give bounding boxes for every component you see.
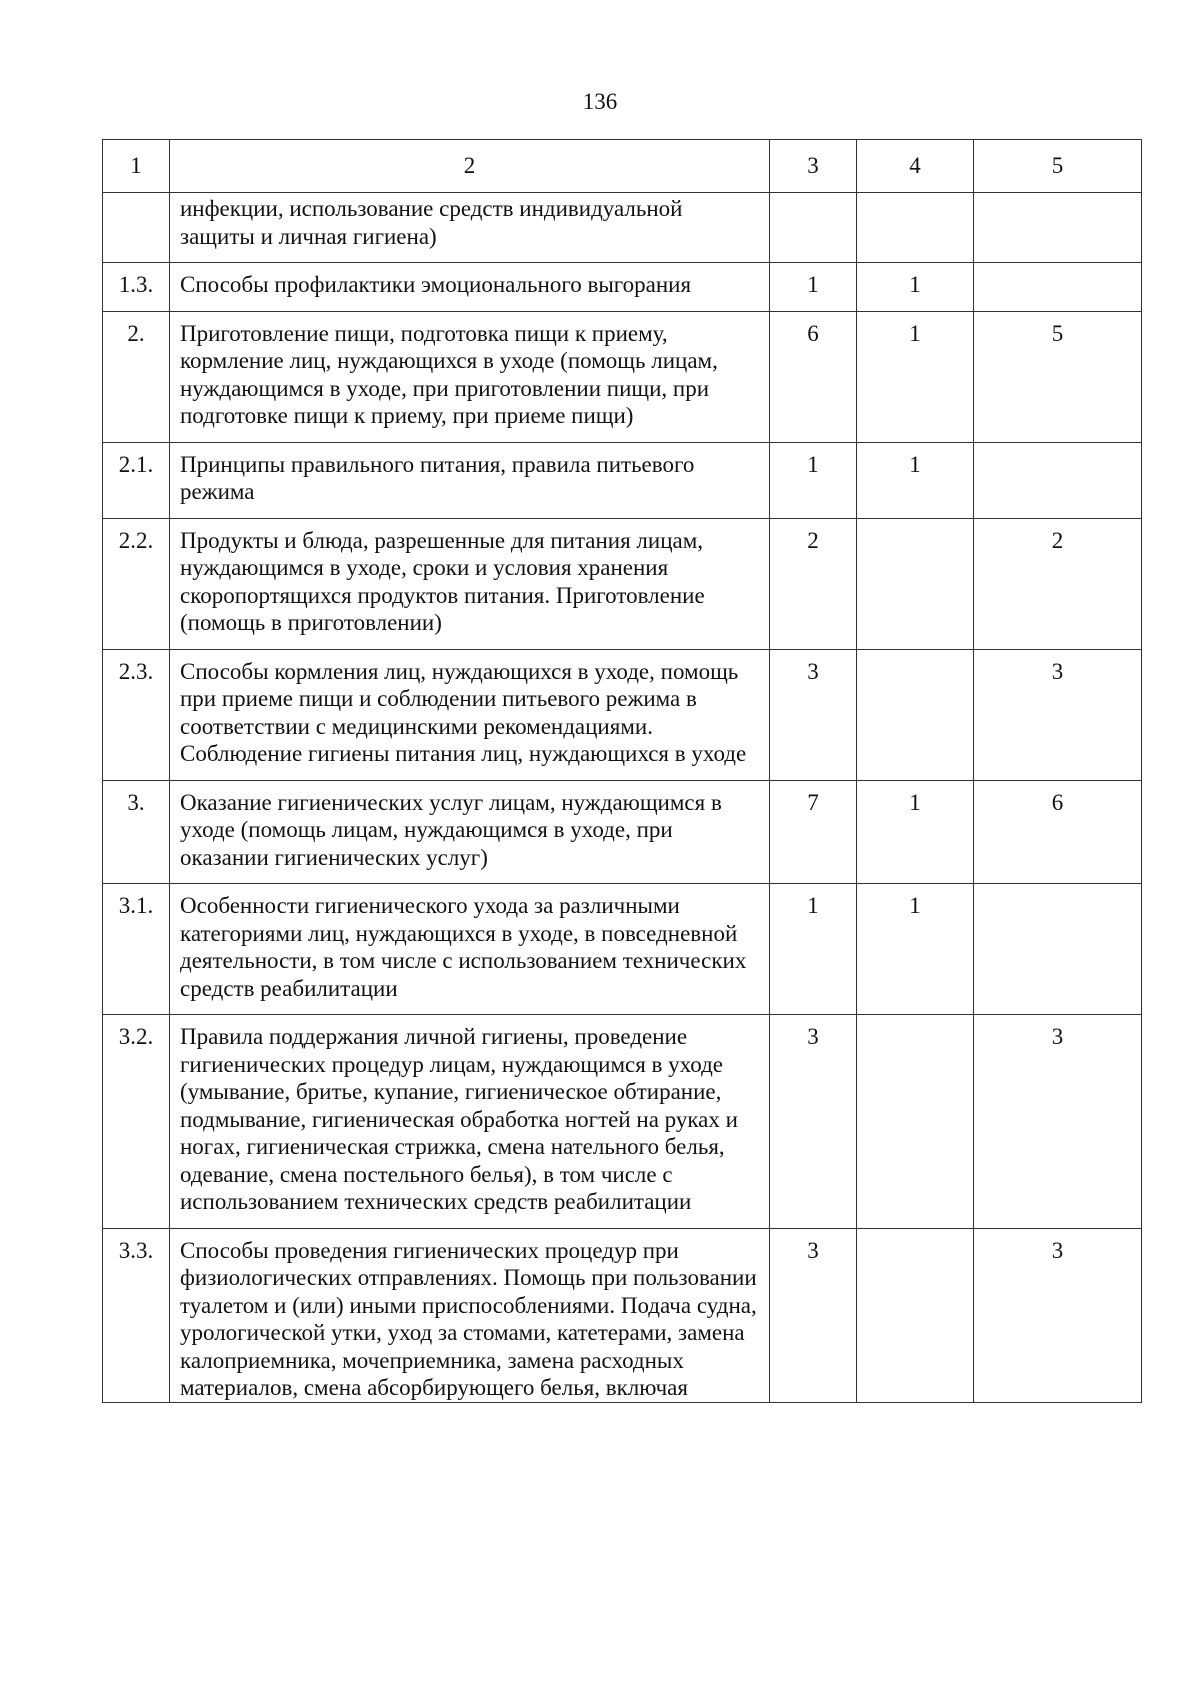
row-total-hours: 7 <box>770 780 857 884</box>
row-practice-hours <box>974 263 1142 312</box>
row-practice-hours: 2 <box>974 518 1142 649</box>
row-total-hours: 3 <box>770 1015 857 1229</box>
row-total-hours: 3 <box>770 649 857 780</box>
header-cell: 4 <box>857 140 974 193</box>
table-header-row <box>103 140 1142 193</box>
row-total-hours: 2 <box>770 518 857 649</box>
page-number: 136 <box>582 89 618 114</box>
row-practice-hours <box>974 193 1142 263</box>
row-number: 3.2. <box>103 1015 170 1229</box>
row-practice-hours <box>974 442 1142 518</box>
row-theory-hours: 1 <box>857 780 974 884</box>
table-row <box>103 649 1142 780</box>
row-practice-hours: 3 <box>974 1228 1142 1402</box>
row-theory-hours: 1 <box>857 884 974 1015</box>
row-theory-hours: 1 <box>857 311 974 442</box>
row-total-hours: 6 <box>770 311 857 442</box>
row-practice-hours <box>974 884 1142 1015</box>
table-row <box>103 311 1142 442</box>
row-number: 3.3. <box>103 1228 170 1402</box>
table-row <box>103 1228 1142 1402</box>
table-row <box>103 263 1142 312</box>
header-cell: 1 <box>103 140 170 193</box>
table-row <box>103 442 1142 518</box>
row-theory-hours <box>857 1015 974 1229</box>
table-row <box>103 193 1142 263</box>
row-theory-hours <box>857 649 974 780</box>
row-practice-hours: 3 <box>974 1015 1142 1229</box>
row-practice-hours: 3 <box>974 649 1142 780</box>
row-theory-hours <box>857 193 974 263</box>
header-cell: 5 <box>974 140 1142 193</box>
row-topic: инфекции, использование средств индивидуальной защиты и личная гигиена) <box>170 193 770 263</box>
row-number: 2.3. <box>103 649 170 780</box>
row-number: 3.1. <box>103 884 170 1015</box>
table-row <box>103 1015 1142 1229</box>
row-total-hours <box>770 193 857 263</box>
row-theory-hours <box>857 1228 974 1402</box>
row-theory-hours: 1 <box>857 263 974 312</box>
row-number: 2.1. <box>103 442 170 518</box>
row-number: 1.3. <box>103 263 170 312</box>
table-row <box>103 518 1142 649</box>
row-number: 3. <box>103 780 170 884</box>
row-practice-hours: 5 <box>974 311 1142 442</box>
row-number: 2.2. <box>103 518 170 649</box>
row-number: 2. <box>103 311 170 442</box>
row-topic: Способы профилактики эмоционального выгорания <box>170 263 770 312</box>
row-total-hours: 1 <box>770 884 857 1015</box>
row-theory-hours: 1 <box>857 442 974 518</box>
row-topic: Продукты и блюда, разрешенные для питания лицам, нуждающимся в уходе, сроки и условия хранения скоропортящихся продуктов питания. Приготовление (помощь в приготовлении) <box>170 518 770 649</box>
table-row <box>103 884 1142 1015</box>
row-topic: Особенности гигиенического ухода за различными категориями лиц, нуждающихся в уходе, в повседневной деятельности, в том числе с использованием технических средств реабилитации <box>170 884 770 1015</box>
row-total-hours: 1 <box>770 263 857 312</box>
curriculum-table <box>102 139 1142 1403</box>
table-row <box>103 780 1142 884</box>
row-total-hours: 1 <box>770 442 857 518</box>
row-total-hours: 3 <box>770 1228 857 1402</box>
header-cell: 2 <box>170 140 770 193</box>
row-topic: Способы проведения гигиенических процедур при физиологических отправлениях. Помощь при пользовании туалетом и (или) иными приспособлениями. Подача судна, урологической утки, уход за стомами, катетерами, замена калоприемника, мочеприемника, замена расходных материалов, смена абсорбирующего белья, включая <box>170 1228 770 1402</box>
row-topic: Правила поддержания личной гигиены, проведение гигиенических процедур лицам, нуждающимся в уходе (умывание, бритье, купание, гигиеническое обтирание, подмывание, гигиеническая обработка ногтей на руках и ногах, гигиеническая стрижка, смена нательного белья, одевание, смена постельного белья), в том числе с использованием технических средств реабилитации <box>170 1015 770 1229</box>
row-topic: Принципы правильного питания, правила питьевого режима <box>170 442 770 518</box>
row-practice-hours: 6 <box>974 780 1142 884</box>
row-topic: Способы кормления лиц, нуждающихся в уходе, помощь при приеме пищи и соблюдении питьевого режима в соответствии с медицинскими рекомендациями. Соблюдение гигиены питания лиц, нуждающихся в уходе <box>170 649 770 780</box>
header-cell: 3 <box>770 140 857 193</box>
row-theory-hours <box>857 518 974 649</box>
row-topic: Приготовление пищи, подготовка пищи к приему, кормление лиц, нуждающихся в уходе (помощь лицам, нуждающимся в уходе, при приготовлении пищи, при подготовке пищи к приему, при приеме пищи) <box>170 311 770 442</box>
row-number <box>103 193 170 263</box>
row-topic: Оказание гигиенических услуг лицам, нуждающимся в уходе (помощь лицам, нуждающимся в уходе, при оказании гигиенических услуг) <box>170 780 770 884</box>
